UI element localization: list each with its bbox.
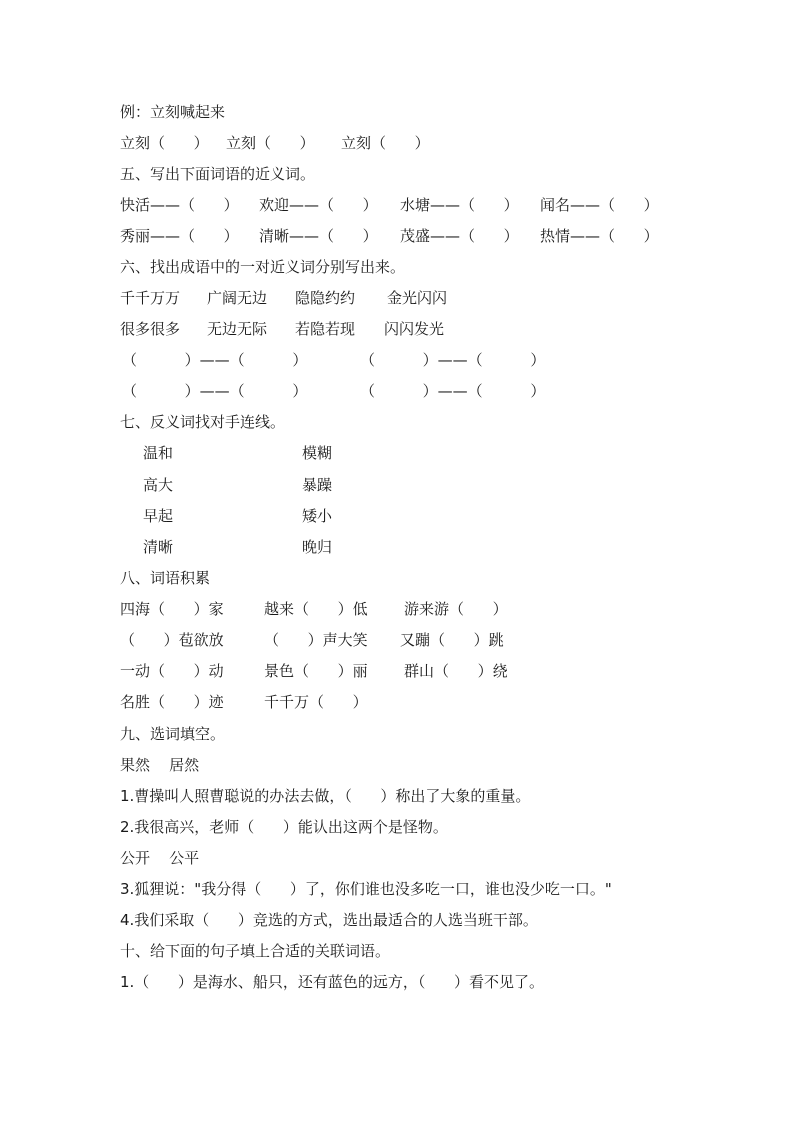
word-item: 千千万（ ） <box>264 693 368 711</box>
word-item: 名胜（ ）迹 <box>120 693 224 711</box>
antonym-left: 温和 <box>143 444 174 462</box>
synonym-item: 快活——（ ） <box>120 196 239 214</box>
synonym-item: 茂盛——（ ） <box>400 227 519 245</box>
idiom: 闪闪发光 <box>384 320 445 338</box>
section8-title: 八、词语积累 <box>120 569 211 587</box>
idiom: 若隐若现 <box>295 320 356 338</box>
question: 1.曹操叫人照曹聪说的办法去做，（ ）称出了大象的重量。 <box>120 787 531 805</box>
antonym-right: 晚归 <box>302 538 333 556</box>
antonym-right: 矮小 <box>302 507 333 525</box>
question: 4.我们采取（ ）竞选的方式，选出最适合的人选当班干部。 <box>120 911 538 929</box>
question: 1.（ ）是海水、船只，还有蓝色的远方，（ ）看不见了。 <box>120 973 545 991</box>
antonym-right: 模糊 <box>302 444 333 462</box>
section10-title: 十、给下面的句子填上合适的关联词语。 <box>120 942 391 960</box>
word-item: 四海（ ）家 <box>120 600 224 618</box>
example-blank-1: 立刻（ ） <box>120 134 209 152</box>
word-item: 游来游（ ） <box>404 600 508 618</box>
word-item: 又蹦（ ）跳 <box>400 631 504 649</box>
section9-title: 九、选词填空。 <box>120 725 226 743</box>
synonym-item: 闻名——（ ） <box>540 196 659 214</box>
synonym-item: 欢迎——（ ） <box>259 196 378 214</box>
antonym-left: 高大 <box>143 476 174 494</box>
synonym-item: 清晰——（ ） <box>259 227 378 245</box>
idiom: 无边无际 <box>207 320 268 338</box>
word-item: （ ）苞欲放 <box>120 631 224 649</box>
example-blank-3: 立刻（ ） <box>341 134 430 152</box>
word-choices: 果然 居然 <box>120 756 200 774</box>
answer-blank-pair: （ ）——（ ） <box>122 382 308 400</box>
antonym-right: 暴躁 <box>302 476 333 494</box>
section6-title: 六、找出成语中的一对近义词分别写出来。 <box>120 258 406 276</box>
section5-title: 五、写出下面词语的近义词。 <box>120 165 316 183</box>
word-item: 景色（ ）丽 <box>264 662 368 680</box>
question: 2.我很高兴，老师（ ）能认出这两个是怪物。 <box>120 818 448 836</box>
idiom: 千千万万 <box>120 289 181 307</box>
word-item: 一动（ ）动 <box>120 662 224 680</box>
word-item: （ ）声大笑 <box>264 631 368 649</box>
idiom: 隐隐约约 <box>295 289 356 307</box>
question: 3.狐狸说："我分得（ ）了，你们谁也没多吃一口，谁也没少吃一口。" <box>120 880 612 898</box>
antonym-left: 清晰 <box>143 538 174 556</box>
answer-blank-pair: （ ）——（ ） <box>360 382 546 400</box>
idiom: 很多很多 <box>120 320 181 338</box>
synonym-item: 秀丽——（ ） <box>120 227 239 245</box>
idiom: 广阔无边 <box>207 289 268 307</box>
synonym-item: 水塘——（ ） <box>400 196 519 214</box>
synonym-item: 热情——（ ） <box>540 227 659 245</box>
word-choices: 公开 公平 <box>120 849 200 867</box>
antonym-left: 早起 <box>143 507 174 525</box>
answer-blank-pair: （ ）——（ ） <box>360 351 546 369</box>
word-item: 越来（ ）低 <box>264 600 368 618</box>
example-title: 例：立刻喊起来 <box>120 103 226 121</box>
word-item: 群山（ ）绕 <box>404 662 508 680</box>
idiom: 金光闪闪 <box>387 289 448 307</box>
answer-blank-pair: （ ）——（ ） <box>122 351 308 369</box>
example-blank-2: 立刻（ ） <box>226 134 315 152</box>
section7-title: 七、反义词找对手连线。 <box>120 413 286 431</box>
